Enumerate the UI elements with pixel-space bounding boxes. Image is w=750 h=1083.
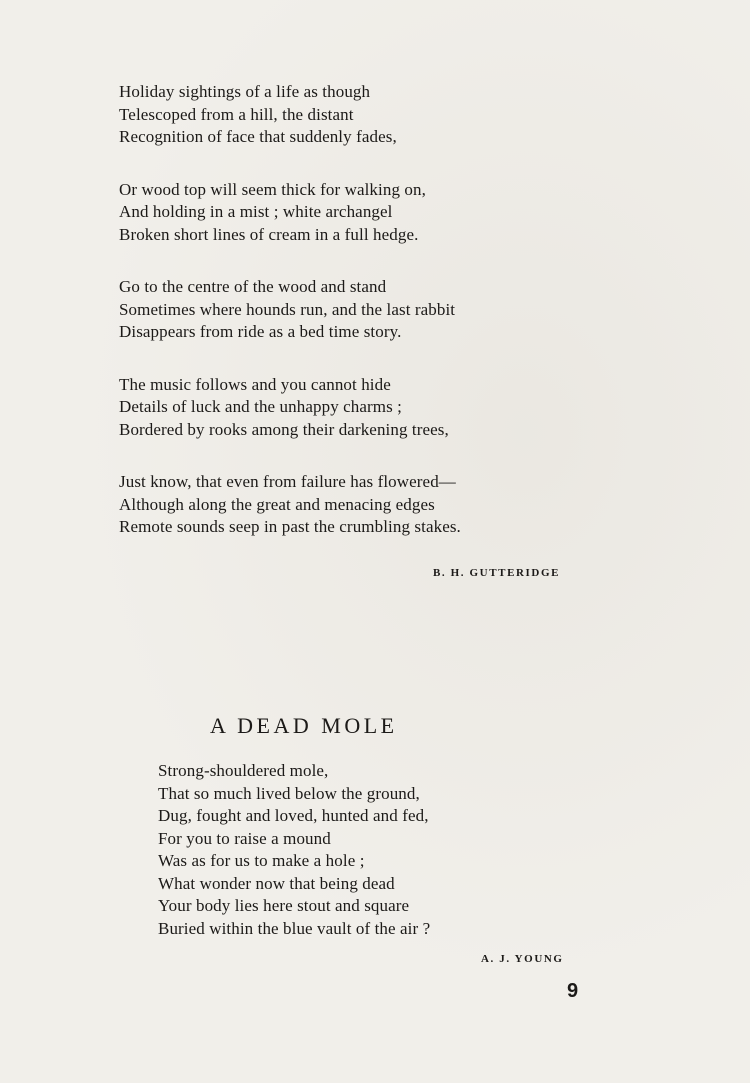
poem-line: That so much lived below the ground,: [158, 783, 420, 803]
poem-line: Strong-shouldered mole,: [158, 761, 329, 780]
poem-line: Was as for us to make a hole ;: [158, 851, 365, 870]
poem-line: Just know, that even from failure has flowered—: [119, 472, 456, 491]
poem-line: Telescoped from a hill, the distant: [119, 104, 354, 124]
author-young: A. J. YOUNG: [481, 953, 564, 965]
poem-line: Recognition of face that suddenly fades,: [119, 127, 397, 146]
poem-line: Details of luck and the unhappy charms ;: [119, 397, 403, 416]
stanza: [158, 760, 430, 940]
poem-line: Dug, fought and loved, hunted and fed,: [158, 806, 429, 825]
poem-line: Your body lies here stout and square: [158, 896, 410, 915]
poem-line: Broken short lines of cream in a full hedge.: [119, 224, 419, 244]
poem-gutteridge: [119, 81, 461, 569]
poem-title: A DEAD MOLE: [210, 713, 398, 738]
author-gutteridge: B. H. GUTTERIDGE: [433, 567, 561, 579]
poem-line: Buried within the blue vault of the air ?: [158, 918, 431, 938]
poem-line: Holiday sightings of a life as though: [119, 82, 371, 101]
poem-line: And holding in a mist ; white archangel: [119, 202, 393, 221]
poem-line: Although along the great and menacing edges: [119, 494, 435, 514]
poem-line: Or wood top will seem thick for walking on,: [119, 179, 426, 199]
poem-line: Remote sounds seep in past the crumbling stakes.: [119, 517, 461, 536]
stanza: [119, 179, 461, 247]
poem-line: Disappears from ride as a bed time story.: [119, 322, 402, 341]
stanza: [119, 81, 461, 149]
poem-dead-mole: [158, 760, 430, 940]
page-number: 9: [567, 980, 579, 1002]
poem-line: What wonder now that being dead: [158, 873, 395, 893]
poem-line: For you to raise a mound: [158, 828, 331, 848]
poem-line: The music follows and you cannot hide: [119, 374, 391, 394]
stanza: [119, 276, 461, 344]
poem-line: Bordered by rooks among their darkening trees,: [119, 419, 449, 439]
stanza: [119, 374, 461, 442]
poem-line: Go to the centre of the wood and stand: [119, 277, 387, 296]
poem-line: Sometimes where hounds run, and the last rabbit: [119, 299, 456, 319]
stanza: [119, 471, 461, 539]
